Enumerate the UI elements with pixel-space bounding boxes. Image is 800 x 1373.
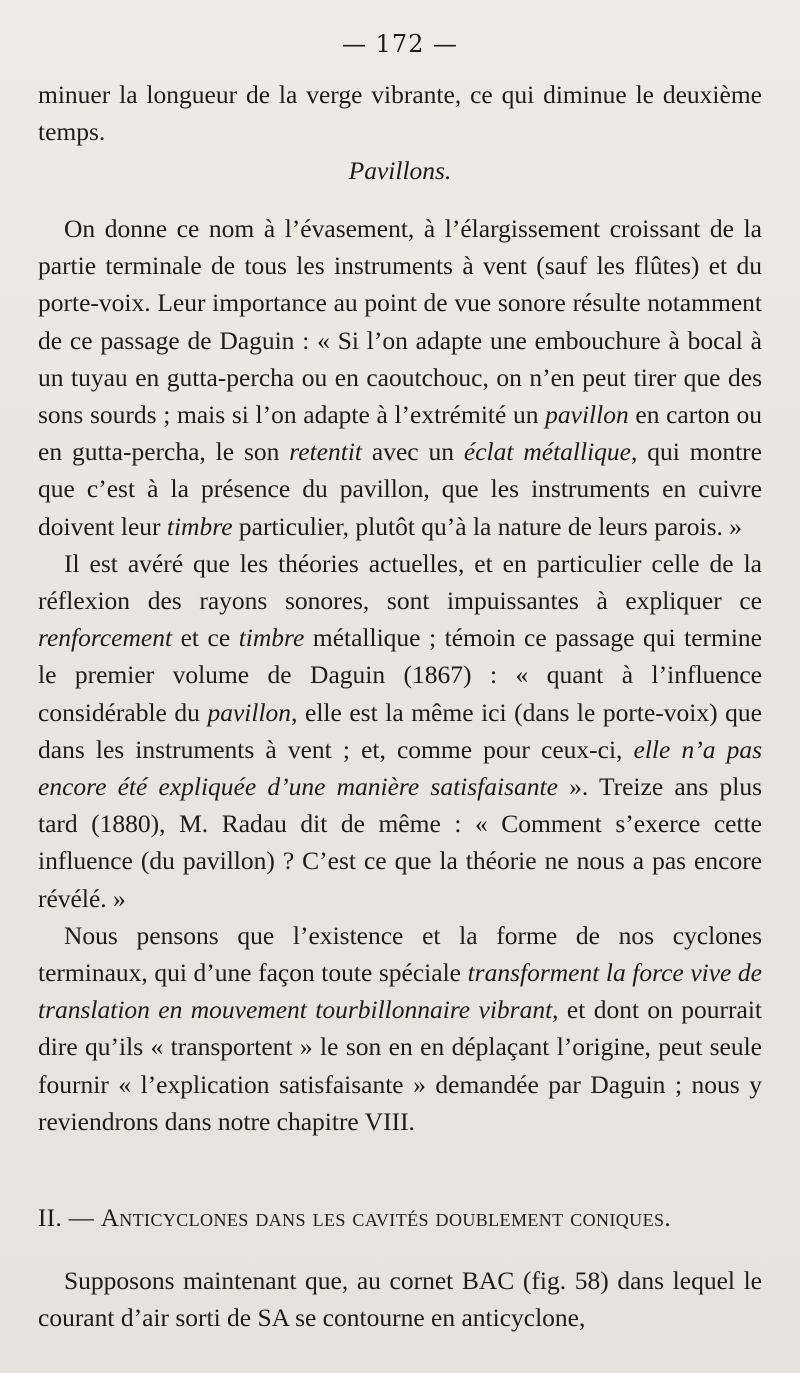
- section-heading-pavillons: Pavillons.: [348, 156, 452, 185]
- section-heading-anticyclones: [38, 1205, 778, 1233]
- italic-run: retentit: [289, 437, 362, 467]
- text-run: On donne ce nom à l’évasement, à l’élargissement croissant de la partie terminale de tous les instruments à vent (sauf les flûtes) et du porte-voix. Leur importance au point de vue sonore résulte notamment de ce passage de Daguin : « Si l’on adapte une embouchure à bocal à un tuyau en gutta-percha ou en caoutchouc, on n’en peut tirer que des sons sourds ; mais si l’on adapte à l’extrémité un: [38, 214, 762, 430]
- text-run: particulier, plutôt qu’à la nature de leurs parois. »: [232, 511, 743, 541]
- italic-run: transforment la force vive de translation en mouvement tourbillonnaire vibrant: [38, 958, 762, 1025]
- text-run: Nous pensons que l’existence et la forme de nos cyclones terminaux, qui d’une façon toute spéciale: [38, 920, 762, 988]
- page-number: — 172 —: [341, 30, 459, 58]
- text-run: , et dont on pourrait dire qu’ils « transportent » le son en en déplaçant l’origine, peut seule fournir « l’explication satisfaisante » demandée par Daguin ; nous y reviendrons dans notre chapitre VIII.: [38, 995, 762, 1136]
- italic-run: timbre: [238, 623, 305, 653]
- text-run: , qui montre que c’est à la présence du pavillon, que les instruments en cuivre doivent leur: [38, 437, 762, 541]
- italic-run: renforcement: [38, 623, 173, 653]
- paragraph-3: [38, 917, 762, 1140]
- text-run: et ce: [172, 623, 239, 653]
- italic-run: elle n’a pas encore été expliquée d’une manière satisfaisante: [38, 734, 762, 802]
- italic-run: timbre: [166, 511, 233, 541]
- italic-run: éclat métallique: [463, 437, 631, 467]
- paragraph-continued: minuer la longueur de la verge vibrante, ce qui diminue le deuxième temps.: [38, 80, 762, 147]
- text-block-main: [38, 210, 762, 1140]
- italic-run: pavillon: [545, 400, 629, 430]
- text-run: , elle est la même ici (dans le porte-voix) que dans les instruments à vent ; et, comme pour ceux-ci,: [38, 697, 762, 764]
- text-block-top: [38, 76, 762, 150]
- paragraph-4: Supposons maintenant que, au cornet BAC (fig. 58) dans lequel le courant d’air sorti de SA se contourne en anticyclone,: [38, 1266, 762, 1333]
- section-title: Anticyclones dans les cavités doublement coniques.: [100, 1205, 672, 1232]
- paragraph-2: [38, 545, 762, 917]
- paragraph-1: [38, 210, 762, 545]
- text-block-bottom: [38, 1262, 762, 1336]
- italic-run: pavillon: [207, 697, 292, 727]
- section-number: II. —: [38, 1205, 101, 1232]
- text-run: avec un: [362, 437, 464, 467]
- text-run: Il est avéré que les théories actuelles, et en particulier celle de la réflexion des rayons sonores, sont impuissantes à expliquer ce: [38, 548, 762, 616]
- text-run: ». Treize ans plus tard (1880), M. Radau dit de même : « Comment s’exerce cette influence (du pavillon) ? C’est ce que la théorie ne nous a pas encore révélé. »: [38, 772, 763, 913]
- text-run: métallique ; témoin ce passage qui termine le premier volume de Daguin (1867) : « quant à l’influence considérable du: [38, 623, 762, 727]
- text-run: en carton ou en gutta-percha, le son: [38, 400, 762, 467]
